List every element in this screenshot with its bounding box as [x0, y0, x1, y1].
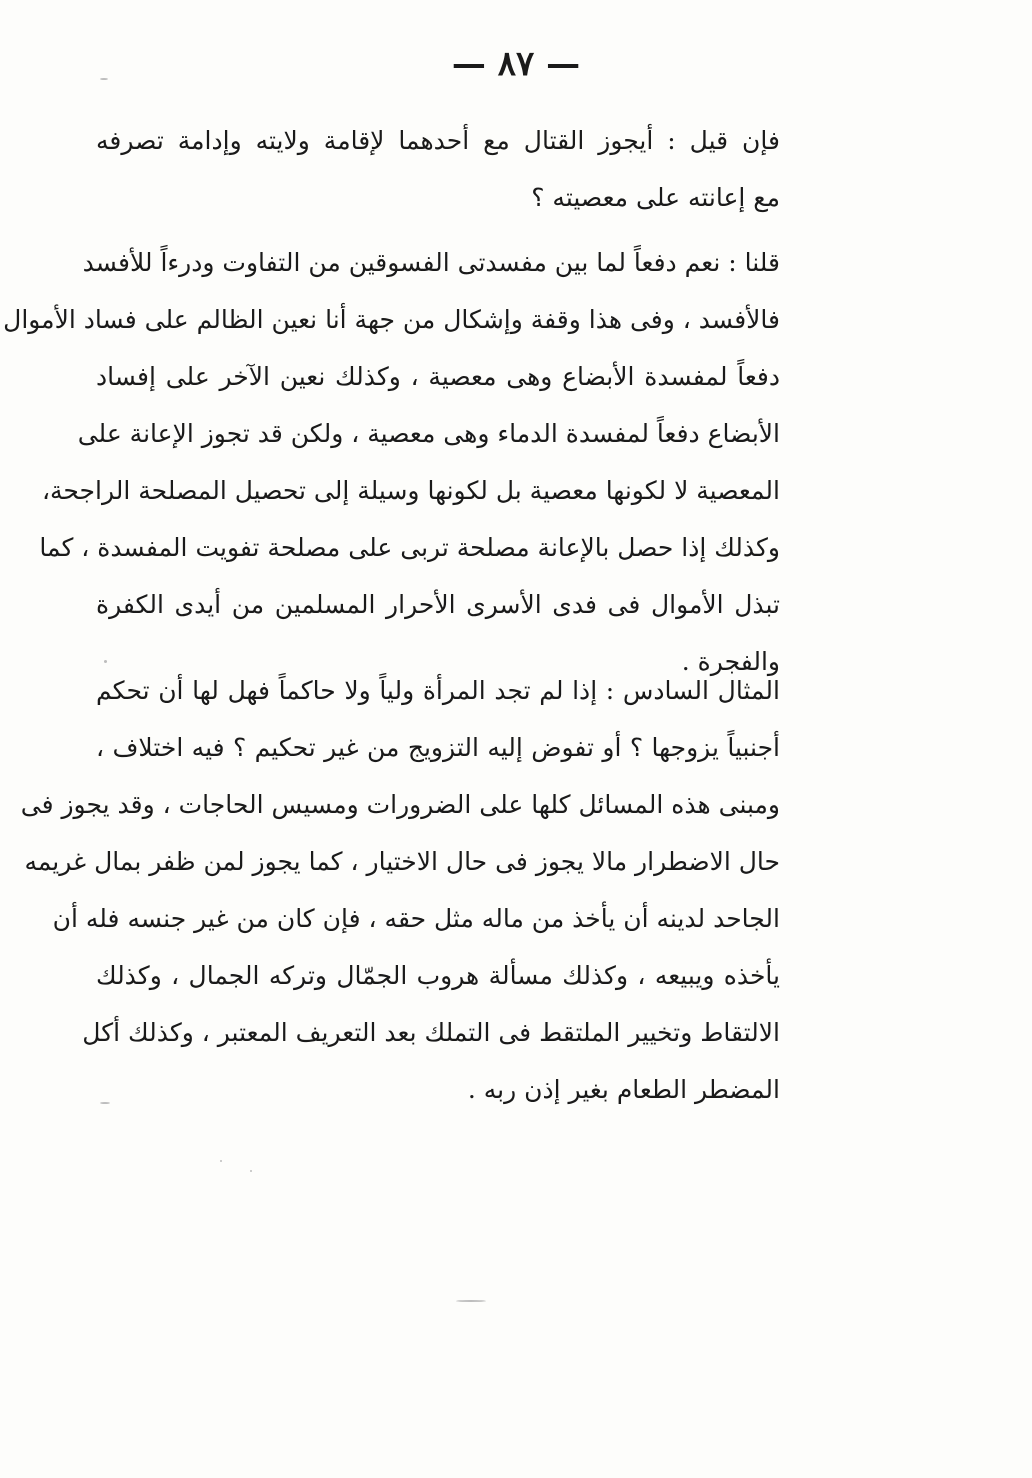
scan-speck — [100, 1102, 110, 1104]
paragraph-sixth-example — [20, 662, 780, 1118]
text-line: والفجرة . — [681, 647, 780, 676]
text-line: المضطر الطعام بغير إذن ربه . — [467, 1075, 780, 1104]
text-line: وكذلك إذا حصل بالإعانة مصلحة تربى على مصلحة تفويت المفسدة ، كما — [39, 533, 780, 562]
scan-speck — [250, 1170, 252, 1172]
page-number: — ٨٧ — — [451, 44, 581, 84]
text-line: يأخذه ويبيعه ، وكذلك مسألة هروب الجمّال وتركه الجمال ، وكذلك — [96, 961, 780, 990]
text-line: دفعاً لمفسدة الأبضاع وهى معصية ، وكذلك نعين الآخر على إفساد — [96, 362, 780, 391]
scan-speck — [104, 660, 107, 663]
scan-speck — [456, 1300, 486, 1302]
paragraph-answer — [3, 234, 780, 690]
text-line: فالأفسد ، وفى هذا وقفة وإشكال من جهة أنا نعين الظالم على فساد الأموال — [3, 305, 780, 334]
text-line: تبذل الأموال فى فدى الأسرى الأحرار المسلمين من أيدى الكفرة — [96, 590, 780, 619]
text-line: حال الاضطرار مالا يجوز فى حال الاختيار ، كما يجوز لمن ظفر بمال غريمه — [24, 847, 780, 876]
text-line: ومبنى هذه المسائل كلها على الضرورات ومسيس الحاجات ، وقد يجوز فى — [20, 790, 780, 819]
text-line: أجنبياً يزوجها ؟ أو تفوض إليه التزويج من غير تحكيم ؟ فيه اختلاف ، — [96, 733, 780, 762]
paragraph-question — [96, 112, 780, 226]
scan-speck — [220, 1160, 222, 1162]
text-line: المعصية لا لكونها معصية بل لكونها وسيلة إلى تحصيل المصلحة الراجحة، — [41, 476, 780, 505]
text-line: فإن قيل : أيجوز القتال مع أحدهما لإقامة ولايته وإدامة تصرفه — [96, 126, 780, 155]
text-line: المثال السادس : إذا لم تجد المرأة ولياً ولا حاكماً فهل لها أن تحكم — [96, 676, 780, 705]
text-line: مع إعانته على معصيته ؟ — [531, 183, 780, 212]
scan-speck — [100, 78, 108, 80]
text-line: الالتقاط وتخيير الملتقط فى التملك بعد التعريف المعتبر ، وكذلك أكل — [82, 1018, 780, 1047]
text-line: الأبضاع دفعاً لمفسدة الدماء وهى معصية ، ولكن قد تجوز الإعانة على — [77, 419, 780, 448]
text-line: قلنا : نعم دفعاً لما بين مفسدتى الفسوقين من التفاوت ودرءاً للأفسد — [82, 248, 780, 277]
text-line: الجاحد لدينه أن يأخذ من ماله مثل حقه ، فإن كان من غير جنسه فله أن — [52, 904, 780, 933]
